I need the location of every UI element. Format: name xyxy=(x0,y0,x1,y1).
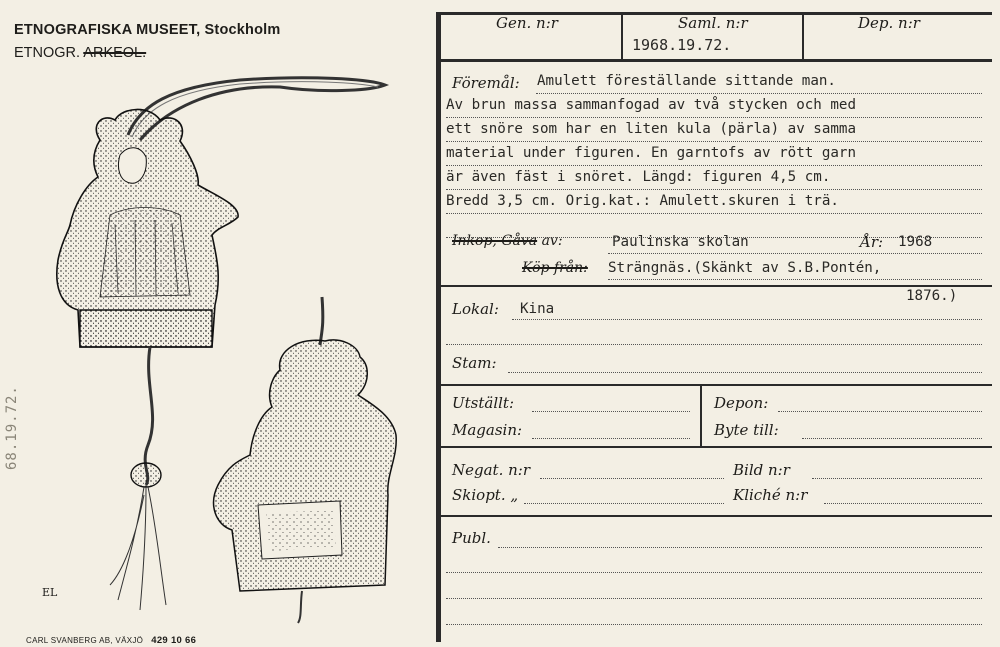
kop-value: Strängnäs.(Skänkt av S.B.Pontén, xyxy=(608,260,882,276)
kop-value-cont: 1876.) xyxy=(906,288,958,304)
artist-initials: EL xyxy=(42,586,58,599)
museum-name: ETNOGRAFISKA MUSEET, Stockholm xyxy=(14,22,281,38)
lokal-value: Kina xyxy=(520,301,555,317)
section-line-3 xyxy=(440,446,992,448)
magasin-label: Magasin: xyxy=(452,421,523,439)
byte-label: Byte till: xyxy=(714,421,779,439)
side-catalog-number: 68.19.72. xyxy=(4,385,20,470)
inkop-label-struck: Inkop, Gåva xyxy=(452,233,538,249)
stam-label: Stam: xyxy=(452,354,497,372)
kliche-label: Kliché n:r xyxy=(733,486,808,504)
desc-line-6: Bredd 3,5 cm. Orig.kat.: Amulett.skuren i trä. xyxy=(446,193,839,209)
kop-label xyxy=(522,260,588,276)
header-bottom-line xyxy=(440,59,992,62)
saml-label: Saml. n:r xyxy=(678,14,748,32)
desc-line-4: material under figuren. En garntofs av rött garn xyxy=(446,145,856,161)
header-divider-2 xyxy=(802,12,804,60)
foremal-label: Föremål: xyxy=(452,74,520,92)
depon-divider xyxy=(700,386,702,446)
depon-label: Depon: xyxy=(714,394,769,412)
kop-label-struck: Köp från: xyxy=(522,260,588,276)
inkop-label xyxy=(452,233,563,249)
section-line-2 xyxy=(440,384,992,386)
section-line-4 xyxy=(440,515,992,517)
gen-label: Gen. n:r xyxy=(496,14,558,32)
front-figure-drawing xyxy=(57,109,238,347)
card-left-border xyxy=(436,12,441,642)
section-line-1 xyxy=(440,285,992,287)
dep-label: Dep. n:r xyxy=(858,14,920,32)
desc-line-2: Av brun massa sammanfogad av två stycken och med xyxy=(446,97,856,113)
inkop-label-tail: av: xyxy=(541,233,563,249)
utstallt-label: Utställt: xyxy=(452,394,515,412)
printer-name: CARL SVANBERG AB, VÄXJÖ xyxy=(26,636,144,645)
back-figure-drawing xyxy=(214,297,397,623)
ar-label: År: xyxy=(860,233,884,251)
lokal-label: Lokal: xyxy=(452,300,499,318)
department-struck: ARKEOL. xyxy=(83,45,147,61)
skiopt-label: Skiopt. „ xyxy=(452,486,519,504)
printer-imprint xyxy=(26,628,196,647)
amulet-drawing xyxy=(40,65,410,625)
desc-line-3: ett snöre som har en liten kula (pärla) av samma xyxy=(446,121,856,137)
desc-line-1: Amulett föreställande sittande man. xyxy=(537,73,836,89)
printer-code: 429 10 66 xyxy=(151,635,197,646)
inkop-value: Paulinska skolan xyxy=(612,234,749,250)
department-prefix: ETNOGR. xyxy=(14,45,81,61)
header-divider-1 xyxy=(621,12,623,60)
saml-value: 1968.19.72. xyxy=(632,36,732,54)
department-line xyxy=(14,45,146,61)
desc-line-5: är även fäst i snöret. Längd: figuren 4,5 cm. xyxy=(446,169,831,185)
negat-label: Negat. n:r xyxy=(452,461,530,479)
bild-label: Bild n:r xyxy=(733,461,790,479)
publ-label: Publ. xyxy=(452,529,491,547)
ar-value: 1968 xyxy=(898,234,933,250)
